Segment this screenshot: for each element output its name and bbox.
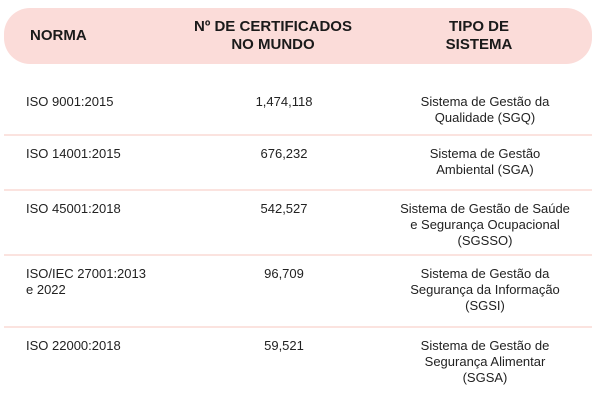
cell-tipo [366, 84, 592, 134]
cell-tipo [366, 191, 592, 254]
cell-certificados: 96,709 [264, 266, 304, 281]
cell-tipo-line: e Segurança Ocupacional [410, 217, 560, 232]
cell-tipo-line: Qualidade (SGQ) [434, 110, 536, 125]
cell-norma-line: ISO 9001:2015 [26, 94, 114, 109]
cell-norma [4, 256, 180, 326]
cell-norma [4, 84, 180, 134]
cell-norma-line: ISO 45001:2018 [26, 201, 121, 216]
cell-tipo-line: (SGSSO) [457, 233, 513, 248]
table-row [4, 84, 592, 136]
cell-norma [4, 191, 180, 254]
cell-tipo-line: Sistema de Gestão da [420, 94, 550, 109]
cell-tipo [366, 136, 592, 189]
table-row [4, 191, 592, 256]
cell-norma-line: ISO/IEC 27001:2013 [26, 266, 146, 281]
table-header [4, 8, 592, 64]
cell-tipo [366, 256, 592, 326]
table-row [4, 256, 592, 328]
cell-tipo-line: Sistema de Gestão [429, 146, 541, 161]
header-tipo-line-1: TIPO DE [448, 18, 509, 35]
cell-tipo-line: Sistema de Gestão de [420, 338, 550, 353]
cell-tipo-line: (SGSA) [462, 370, 508, 385]
cell-norma-line: ISO 14001:2015 [26, 146, 121, 161]
header-certificados-line-1: Nº DE CERTIFICADOS [194, 18, 352, 35]
cell-certificados: 59,521 [264, 338, 304, 353]
header-certificados-line-2: NO MUNDO [231, 36, 315, 53]
cell-tipo-line: Segurança Alimentar [424, 354, 546, 369]
cell-norma [4, 136, 180, 189]
table-body [4, 84, 592, 400]
cell-norma-line: e 2022 [26, 282, 66, 297]
cell-tipo-line: Sistema de Gestão de Saúde [400, 201, 570, 216]
header-tipo [366, 18, 592, 54]
iso-certificates-table [4, 8, 592, 400]
cell-tipo-line: Sistema de Gestão da [420, 266, 550, 281]
cell-tipo [366, 328, 592, 400]
cell-certificados: 676,232 [260, 146, 308, 161]
cell-certificados: 1,474,118 [255, 94, 313, 109]
header-norma: NORMA [30, 27, 87, 44]
cell-tipo-line: Ambiental (SGA) [436, 162, 534, 177]
cell-tipo-line: Segurança da Informação [410, 282, 560, 297]
cell-certificados: 542,527 [260, 201, 308, 216]
cell-norma-line: ISO 22000:2018 [26, 338, 121, 353]
header-certificados [180, 18, 366, 54]
table-row [4, 136, 592, 191]
cell-tipo-line: (SGSI) [465, 298, 505, 313]
header-tipo-line-2: SISTEMA [445, 36, 513, 53]
cell-norma [4, 328, 180, 400]
table-row [4, 328, 592, 400]
